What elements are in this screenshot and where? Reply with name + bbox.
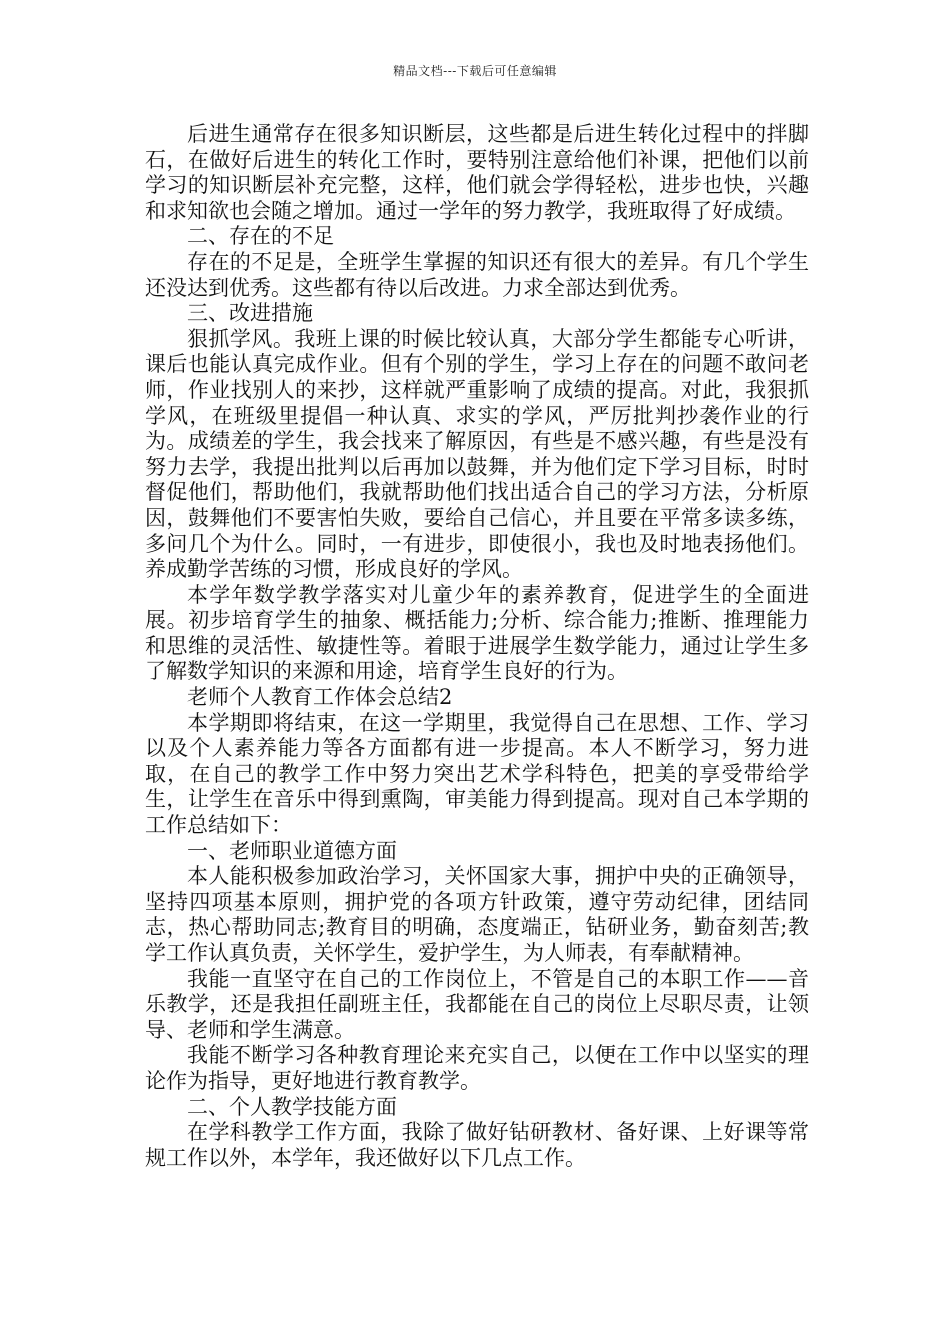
paragraph: 在学科教学工作方面，我除了做好钻研教材、备好课、上好课等常规工作以外，本学年，我还做好以下几点工作。 bbox=[145, 1120, 809, 1170]
section-heading: 一、老师职业道德方面 bbox=[187, 838, 397, 863]
paragraph: 后进生通常存在很多知识断层，这些都是后进生转化过程中的拌脚石，在做好后进生的转化工作时，要特别注意给他们补课，把他们以前学习的知识断层补充完整，这样，他们就会学得轻松，进步也快，兴趣和求知欲也会随之增加。通过一学年的努力教学，我班取得了好成绩。 bbox=[145, 122, 809, 223]
document-title: 老师个人教育工作体会总结2 bbox=[187, 685, 453, 710]
paragraph: 狠抓学风。我班上课的时候比较认真，大部分学生都能专心听讲，课后也能认真完成作业。但有个别的学生，学习上存在的问题不敢问老师，作业找别人的来抄，这样就严重影响了成绩的提高。对此，我狠抓学风，在班级里提倡一种认真、求实的学风，严厉批判抄袭作业的行为。成绩差的学生，我会找来了解原因，有些是不感兴趣，有些是没有努力去学，我提出批判以后再加以鼓舞，并为他们定下学习目标，时时督促他们，帮助他们，我就帮助他们找出适合自己的学习方法，分析原因，鼓舞他们不要害怕失败，要给自己信心，并且要在平常多读多练，多问几个为什么。同时，一有进步，即使很小，我也及时地表扬他们。养成勤学苦练的习惯，形成良好的学风。 bbox=[145, 326, 809, 582]
paragraph: 我能一直坚守在自己的工作岗位上，不管是自己的本职工作——音乐教学，还是我担任副班主任，我都能在自己的岗位上尽职尽责，让领导、老师和学生满意。 bbox=[145, 966, 809, 1042]
page-header-note: 精品文档---下载后可任意编辑 bbox=[393, 64, 557, 78]
paragraph: 存在的不足是，全班学生掌握的知识还有很大的差异。有几个学生还没达到优秀。这些都有待以后改进。力求全部达到优秀。 bbox=[145, 249, 809, 300]
paragraph: 我能不断学习各种教育理论来充实自己，以便在工作中以坚实的理论作为指导，更好地进行教育教学。 bbox=[145, 1043, 809, 1093]
section-heading: 二、存在的不足 bbox=[187, 224, 334, 249]
document-body bbox=[145, 122, 809, 1171]
paragraph: 本学期即将结束，在这一学期里，我觉得自己在思想、工作、学习以及个人素养能力等各方面都有进一步提高。本人不断学习，努力进取，在自己的教学工作中努力突出艺术学科特色，把美的享受带给学生，让学生在音乐中得到熏陶，审美能力得到提高。现对自己本学期的工作总结如下： bbox=[145, 710, 809, 838]
paragraph: 本人能积极参加政治学习，关怀国家大事，拥护中央的正确领导，坚持四项基本原则，拥护党的各项方针政策，遵守劳动纪律，团结同志，热心帮助同志;教育目的明确，态度端正，钻研业务，勤奋刻苦;教学工作认真负责，关怀学生，爱护学生，为人师表，有奉献精神。 bbox=[145, 864, 809, 965]
paragraph: 本学年数学教学落实对儿童少年的素养教育，促进学生的全面进展。初步培育学生的抽象、概括能力;分析、综合能力;推断、推理能力和思维的灵活性、敏捷性等。着眼于进展学生数学能力，通过让学生多了解数学知识的来源和用途，培育学生良好的行为。 bbox=[145, 582, 809, 684]
section-heading: 三、改进措施 bbox=[187, 301, 313, 326]
section-heading: 二、个人教学技能方面 bbox=[187, 1094, 397, 1119]
